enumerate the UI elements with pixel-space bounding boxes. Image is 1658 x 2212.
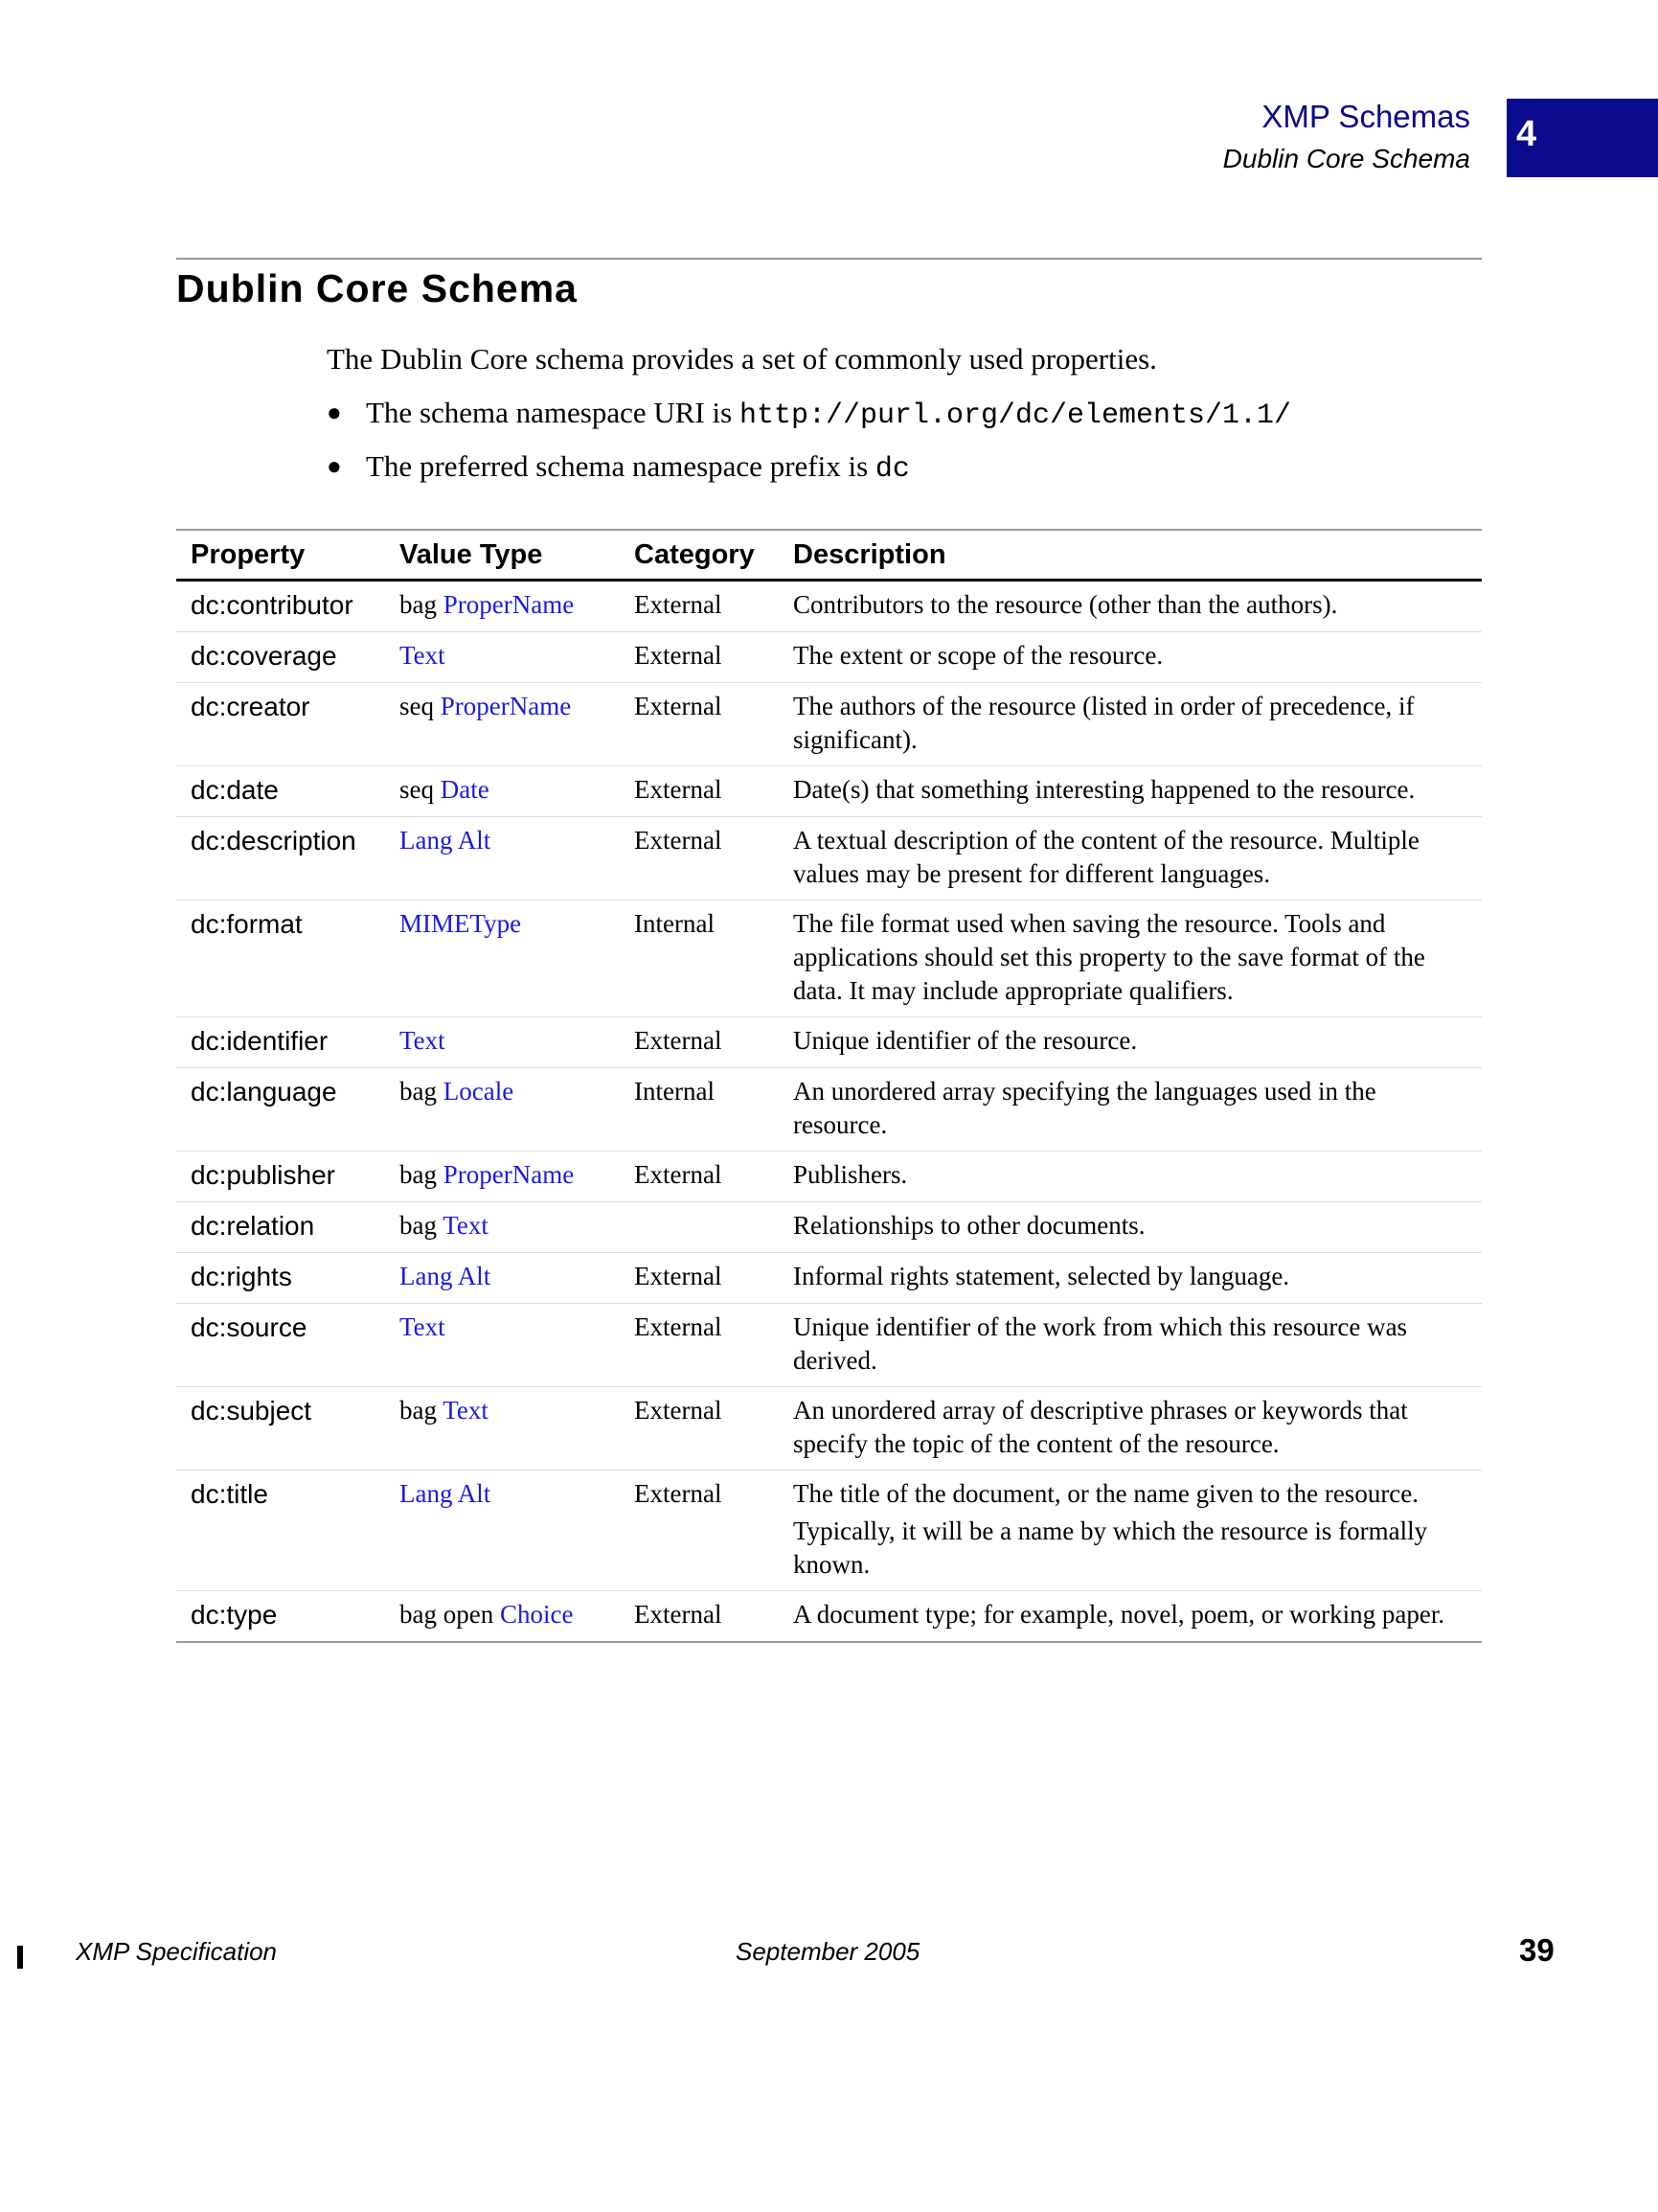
value-type-link[interactable]: Choice	[499, 1600, 574, 1629]
column-header-category: Category	[634, 538, 755, 570]
value-type-cell	[385, 1394, 620, 1461]
table-row	[176, 683, 1482, 766]
page-number: 39	[1519, 1932, 1555, 1968]
property-name-cell: dc:coverage	[191, 641, 337, 671]
value-type-cell	[385, 1075, 620, 1142]
value-type-link[interactable]: Date	[440, 775, 489, 804]
description-cell	[779, 1260, 1482, 1294]
description-cell	[779, 773, 1482, 808]
description-text: The authors of the resource (listed in order of precedence, if significant).	[793, 692, 1415, 754]
table-row	[176, 1387, 1482, 1471]
change-bar	[17, 1946, 23, 1969]
table-row	[176, 1152, 1482, 1202]
value-type-link[interactable]: Lang Alt	[399, 1262, 491, 1290]
table-row	[176, 1591, 1482, 1643]
value-type-link[interactable]: Text	[443, 1396, 488, 1425]
description-text: Unique identifier of the resource.	[793, 1026, 1138, 1055]
value-type-cell	[385, 824, 620, 891]
property-name-cell: dc:title	[191, 1479, 268, 1509]
table-body	[176, 582, 1482, 1643]
running-head	[1223, 96, 1470, 178]
value-type-prefix: bag open	[399, 1600, 500, 1629]
column-header-property: Property	[191, 538, 306, 570]
property-name-cell: dc:identifier	[191, 1026, 329, 1056]
description-text: The extent or scope of the resource.	[793, 641, 1164, 670]
table-row	[176, 1304, 1482, 1387]
description-text: An unordered array specifying the languages used in the resource.	[793, 1077, 1376, 1139]
footer-date: September 2005	[736, 1937, 920, 1966]
value-type-prefix: bag	[399, 590, 443, 619]
description-cell	[779, 1311, 1482, 1378]
description-text: Contributors to the resource (other than the authors).	[793, 590, 1338, 619]
description-text: Unique identifier of the work from which this resource was derived.	[793, 1312, 1408, 1375]
table-row	[176, 901, 1482, 1017]
intro-bullet-list	[327, 394, 1476, 489]
description-cell	[779, 1394, 1482, 1461]
intro-paragraph: The Dublin Core schema provides a set of commonly used properties.	[327, 342, 1157, 376]
value-type-prefix: bag	[399, 1077, 443, 1106]
description-cell	[779, 1209, 1482, 1243]
description-text: Typically, it will be a name by which the resource is formally known.	[793, 1516, 1428, 1579]
value-type-link[interactable]: ProperName	[440, 692, 572, 720]
description-text: Informal rights statement, selected by language.	[793, 1262, 1290, 1290]
property-table	[176, 529, 1482, 1643]
value-type-cell	[385, 690, 620, 757]
category-cell: External	[634, 1312, 722, 1341]
intro-block	[327, 340, 1476, 501]
description-cell	[779, 588, 1482, 623]
property-name-cell: dc:rights	[191, 1262, 292, 1291]
value-type-prefix: bag	[399, 1211, 443, 1240]
description-text: Publishers.	[793, 1160, 908, 1189]
category-cell: External	[634, 692, 722, 720]
description-cell	[779, 1158, 1482, 1193]
value-type-link[interactable]: Text	[399, 641, 445, 670]
property-name-cell: dc:description	[191, 826, 356, 855]
category-cell: External	[634, 1600, 722, 1629]
property-name-cell: dc:creator	[191, 692, 310, 721]
description-text: An unordered array of descriptive phrases or keywords that specify the topic of the content of the resource.	[793, 1396, 1408, 1458]
table-row	[176, 766, 1482, 817]
description-cell	[779, 639, 1482, 673]
property-name-cell: dc:format	[191, 909, 303, 939]
category-cell: External	[634, 590, 722, 619]
value-type-cell	[385, 1598, 620, 1632]
value-type-link[interactable]: ProperName	[443, 590, 575, 619]
description-text: A textual description of the content of the resource. Multiple values may be present for different languages.	[793, 826, 1420, 888]
namespace-prefix-code: dc	[874, 453, 910, 486]
value-type-cell	[385, 588, 620, 623]
description-cell	[779, 907, 1482, 1008]
category-cell	[620, 1209, 779, 1243]
column-header-description: Description	[793, 538, 946, 570]
value-type-link[interactable]: Locale	[443, 1077, 514, 1106]
description-cell	[779, 1477, 1482, 1582]
value-type-link[interactable]: Text	[399, 1312, 445, 1341]
table-row	[176, 1253, 1482, 1304]
property-name-cell: dc:type	[191, 1600, 278, 1630]
bullet-icon: ●	[327, 452, 342, 480]
value-type-prefix: seq	[399, 775, 441, 804]
category-cell: Internal	[634, 1077, 715, 1106]
section-divider	[176, 258, 1482, 260]
property-name-cell: dc:relation	[191, 1211, 315, 1241]
table-row	[176, 1202, 1482, 1253]
table-row	[176, 632, 1482, 683]
category-cell: External	[634, 775, 722, 804]
description-text: The title of the document, or the name given to the resource.	[793, 1479, 1420, 1508]
table-row	[176, 1017, 1482, 1068]
category-cell: External	[634, 1396, 722, 1425]
value-type-link[interactable]: MIMEType	[399, 909, 522, 938]
running-head-chapter-title: XMP Schemas	[1261, 99, 1470, 134]
bullet-text: The schema namespace URI is	[366, 396, 739, 429]
value-type-cell	[385, 1024, 620, 1059]
bullet-namespace-uri	[327, 394, 1476, 435]
description-text: Relationships to other documents.	[793, 1211, 1146, 1240]
value-type-prefix: bag	[399, 1396, 443, 1425]
namespace-uri-code: http://purl.org/dc/elements/1.1/	[738, 399, 1292, 432]
description-cell	[779, 1024, 1482, 1059]
description-text: The file format used when saving the resource. Tools and applications should set this property to the save format of the data. It may include appropriate qualifiers.	[793, 909, 1425, 1005]
value-type-link[interactable]: ProperName	[443, 1160, 575, 1189]
bullet-icon: ●	[327, 399, 342, 426]
description-text: A document type; for example, novel, poem, or working paper.	[793, 1600, 1445, 1629]
property-name-cell: dc:date	[191, 775, 279, 805]
value-type-link[interactable]: Lang Alt	[399, 1479, 491, 1508]
category-cell: External	[634, 826, 722, 855]
table-row	[176, 1471, 1482, 1591]
category-cell: External	[634, 641, 722, 670]
table-header-row	[176, 531, 1482, 582]
table-row	[176, 817, 1482, 901]
table-row	[176, 1068, 1482, 1152]
value-type-cell	[385, 1311, 620, 1378]
chapter-number-tab: 4	[1507, 99, 1658, 177]
category-cell: External	[634, 1026, 722, 1055]
column-header-value-type: Value Type	[399, 538, 543, 570]
property-name-cell: dc:language	[191, 1077, 337, 1106]
category-cell: Internal	[634, 909, 715, 938]
description-cell	[779, 690, 1482, 757]
value-type-cell	[385, 639, 620, 673]
description-cell	[779, 1598, 1482, 1632]
table-row	[176, 582, 1482, 632]
section-title: Dublin Core Schema	[176, 266, 578, 310]
property-name-cell: dc:contributor	[191, 590, 353, 620]
value-type-cell	[385, 1209, 620, 1243]
bullet-namespace-prefix	[327, 447, 1476, 489]
footer-document-title: XMP Specification	[76, 1937, 278, 1966]
value-type-link[interactable]: Text	[443, 1211, 488, 1240]
value-type-cell	[385, 1158, 620, 1193]
property-name-cell: dc:source	[191, 1312, 307, 1342]
bullet-text: The preferred schema namespace prefix is	[366, 449, 875, 483]
description-text: Date(s) that something interesting happened to the resource.	[793, 775, 1416, 804]
property-name-cell: dc:subject	[191, 1396, 312, 1425]
value-type-cell	[385, 907, 620, 1008]
category-cell: External	[634, 1479, 722, 1508]
description-cell	[779, 824, 1482, 891]
category-cell: External	[634, 1160, 722, 1189]
value-type-prefix: seq	[399, 692, 441, 720]
property-name-cell: dc:publisher	[191, 1160, 335, 1190]
value-type-link[interactable]: Lang Alt	[399, 826, 491, 855]
value-type-cell	[385, 773, 620, 808]
value-type-cell	[385, 1477, 620, 1582]
value-type-cell	[385, 1260, 620, 1294]
value-type-prefix: bag	[399, 1160, 443, 1189]
description-cell	[779, 1075, 1482, 1142]
value-type-link[interactable]: Text	[399, 1026, 445, 1055]
category-cell: External	[634, 1262, 722, 1290]
running-head-section-title: Dublin Core Schema	[1222, 144, 1470, 173]
